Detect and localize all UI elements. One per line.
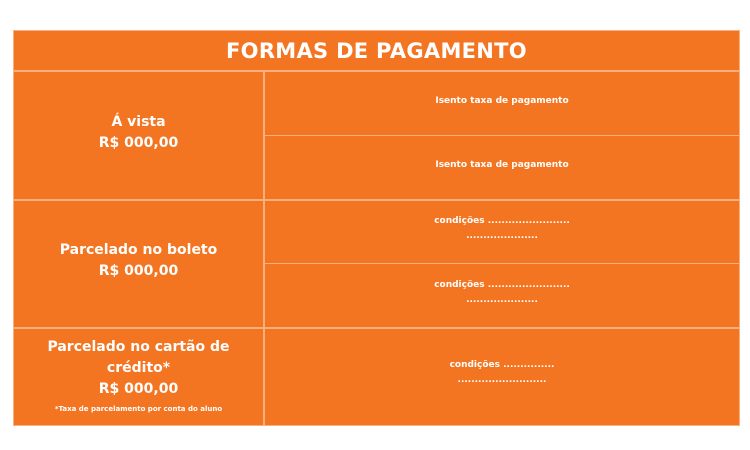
method-label: crédito*: [106, 360, 171, 376]
method-price: R$ 000,00: [98, 263, 179, 279]
method-label: Parcelado no boleto: [59, 242, 218, 258]
condition-line: .....................: [466, 294, 538, 305]
condition-cell: [265, 329, 739, 425]
condition-line: Isento taxa de pagamento: [435, 95, 569, 106]
method-price: R$ 000,00: [98, 134, 179, 151]
condition-cell: [265, 264, 739, 327]
payment-table: [13, 30, 740, 426]
condition-line: condições ........................: [434, 216, 570, 226]
condition-cell: [265, 201, 739, 263]
fee-note: *Taxa de parcelamento por conta do aluno: [54, 405, 223, 413]
method-price: R$ 000,00: [98, 381, 179, 397]
condition-line: condições ...............: [449, 360, 555, 370]
condition-line: condições ........................: [434, 279, 570, 290]
method-label: Á vista: [111, 113, 166, 130]
condition-line: .....................: [466, 231, 538, 241]
payment-method-credit-card: [14, 329, 263, 425]
payment-method-boleto: [14, 201, 263, 327]
condition-cell: [265, 72, 739, 135]
method-label: Parcelado no cartão de: [47, 339, 230, 355]
condition-line: ..........................: [457, 375, 547, 385]
payment-method-cash: [14, 72, 263, 199]
page-title: FORMAS DE PAGAMENTO: [226, 38, 527, 63]
table-header: [14, 31, 739, 70]
condition-cell: [265, 136, 739, 199]
condition-line: Isento taxa de pagamento: [435, 159, 569, 170]
